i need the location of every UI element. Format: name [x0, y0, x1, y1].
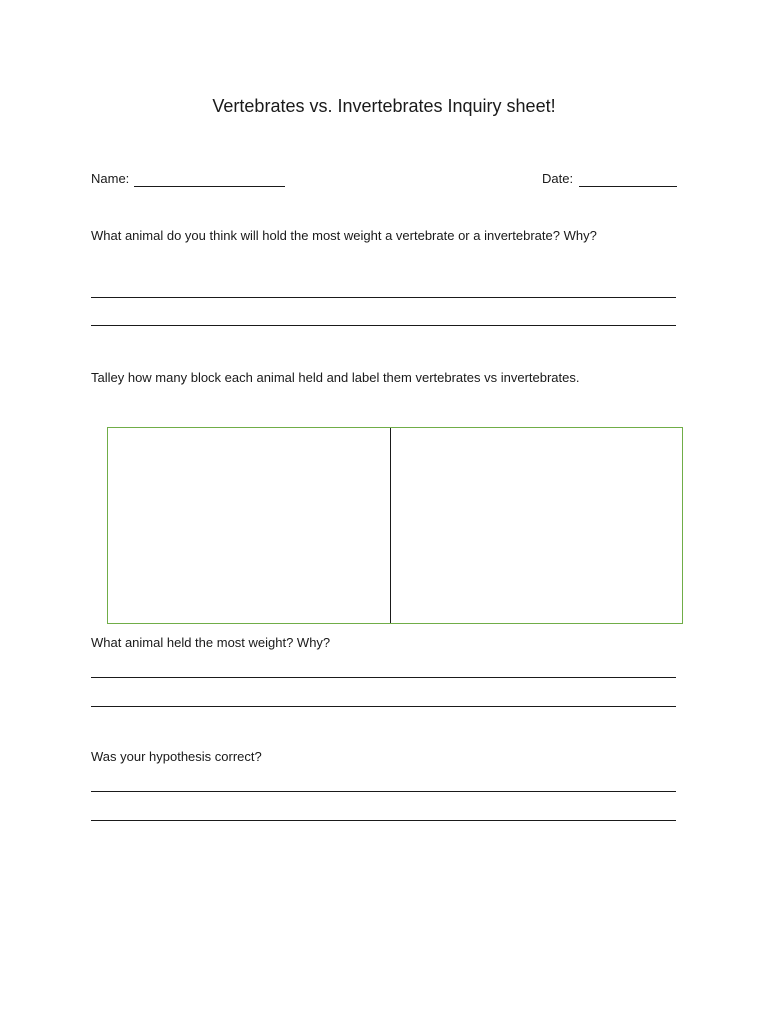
- tally-cell-right[interactable]: [391, 428, 682, 623]
- question-hypothesis-correct: Was your hypothesis correct?: [91, 749, 262, 764]
- answer-line[interactable]: [91, 297, 676, 298]
- tally-table: [107, 427, 683, 624]
- date-label: Date:: [542, 171, 574, 186]
- answer-line[interactable]: [91, 791, 676, 792]
- name-blank-line[interactable]: [134, 186, 285, 187]
- question-most-weight: What animal held the most weight? Why?: [91, 635, 331, 650]
- name-label: Name:: [91, 171, 130, 186]
- page-title: Vertebrates vs. Invertebrates Inquiry sheet!: [212, 96, 556, 116]
- tally-cell-left[interactable]: [108, 428, 391, 623]
- date-blank-line[interactable]: [579, 186, 677, 187]
- question-hypothesis: What animal do you think will hold the most weight a vertebrate or a invertebrate? Why?: [91, 228, 597, 243]
- question-tally: Talley how many block each animal held and label them vertebrates vs invertebrates.: [91, 370, 580, 385]
- answer-line[interactable]: [91, 820, 676, 821]
- answer-line[interactable]: [91, 325, 676, 326]
- answer-line[interactable]: [91, 706, 676, 707]
- answer-line[interactable]: [91, 677, 676, 678]
